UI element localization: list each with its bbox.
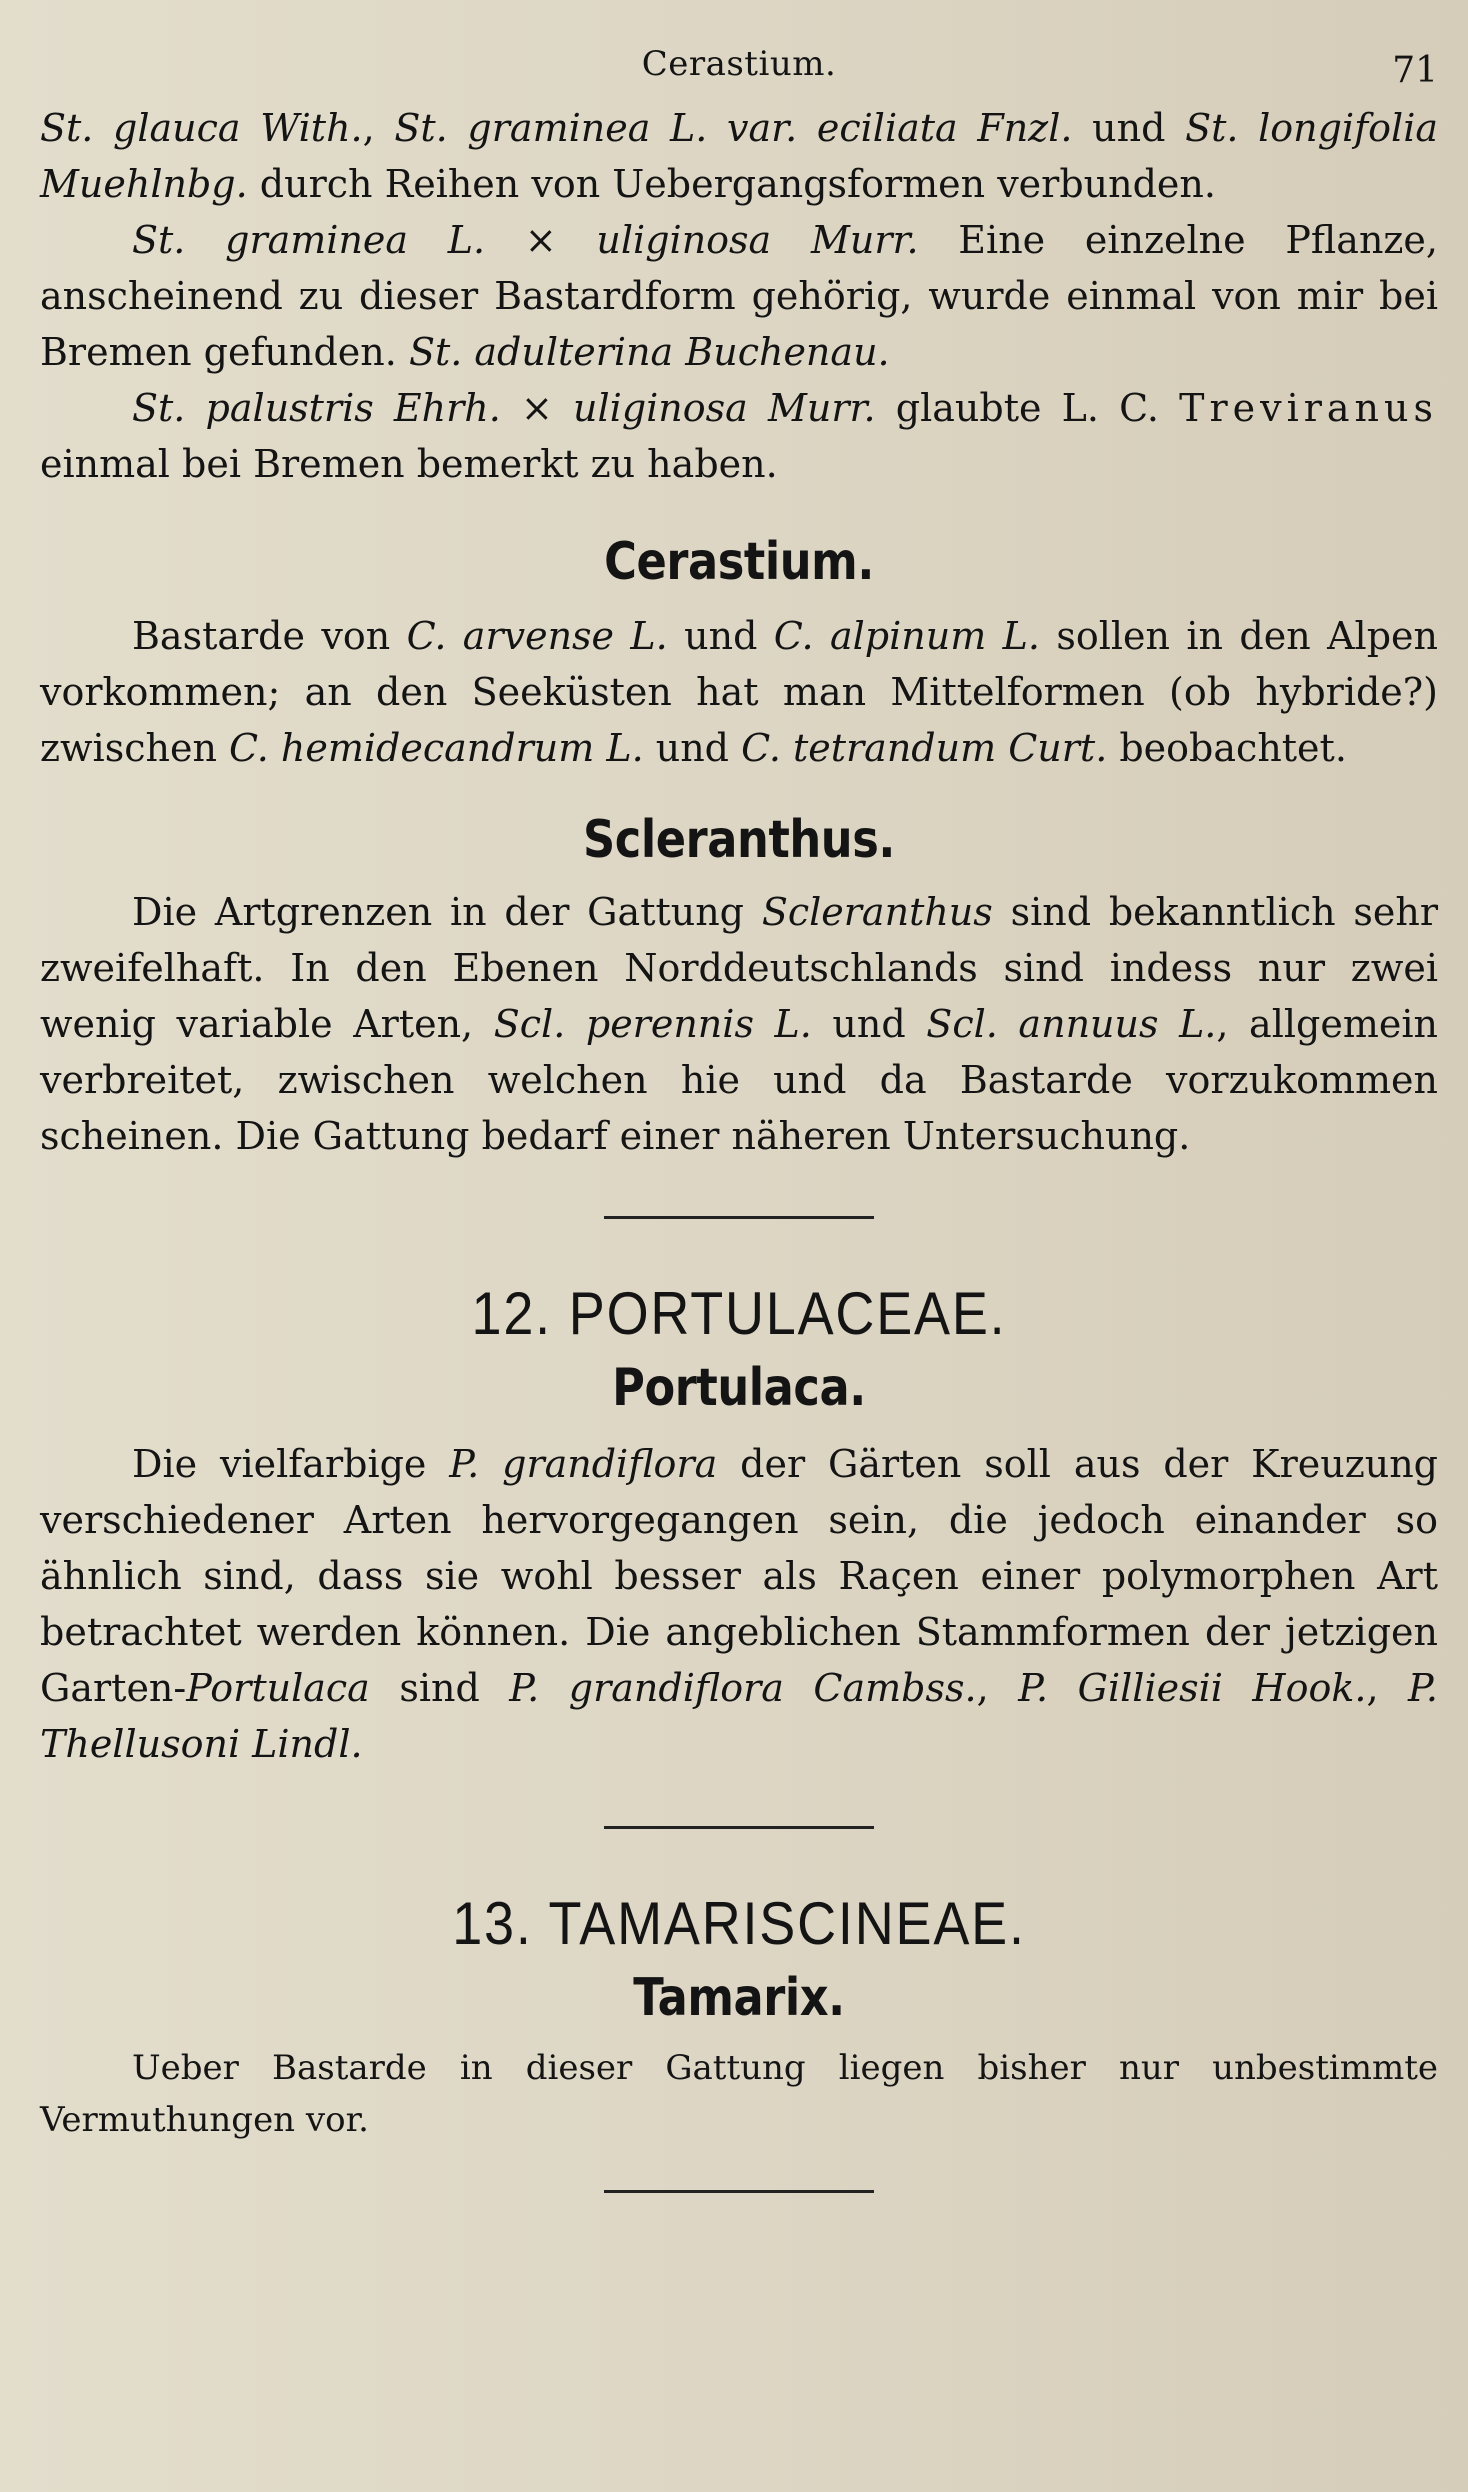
stellaria-paragraph-2	[40, 212, 1438, 380]
species-name: Scl. perennis L.	[493, 1002, 812, 1046]
text-run: Eine einzelne Pflanze, anscheinend zu dieser Bastardform gehörig, wurde einmal von mir bei Bremen gefunden.	[40, 218, 1438, 374]
author-name: Treviranus	[1179, 386, 1438, 430]
species-name: C. tetrandum Curt.	[741, 726, 1108, 770]
running-title: Cerastium.	[641, 44, 837, 84]
species-name: St. graminea L. var. eciliata Fnzl.	[394, 106, 1073, 150]
text-run: Die vielfarbige	[132, 1442, 450, 1486]
tamarix-paragraph: Ueber Bastarde in dieser Gattung liegen bisher nur unbestimmte Vermuthungen vor.	[40, 2048, 1438, 2140]
text-run: ,	[362, 106, 395, 150]
text-run: sind bekanntlich sehr zweifelhaft. In den Ebenen Norddeutschlands sind indess nur zwei wenig variable Arten,	[40, 890, 1439, 1046]
stellaria-paragraph-3	[40, 380, 1438, 492]
stellaria-paragraph-1	[40, 100, 1438, 212]
text-run: Die Artgrenzen in der Gattung	[132, 890, 762, 934]
section-divider	[604, 1826, 874, 1829]
species-name: P. grandiflora Cambss.	[509, 1666, 977, 1710]
text-run: Bastarde von	[132, 614, 407, 658]
genus-name: Portulaca	[186, 1666, 370, 1710]
cerastium-paragraph	[40, 608, 1438, 776]
text-run: ,	[1366, 1666, 1409, 1710]
portulaceae-heading: 12. PORTULACEAE.	[471, 1280, 1007, 1347]
text-run: und	[1072, 106, 1186, 150]
text-run: einmal bei Bremen bemerkt zu haben.	[40, 442, 778, 486]
section-divider	[604, 2190, 874, 2193]
species-name: St. glauca With.	[40, 106, 363, 150]
text-run: sollen in den Alpen vorkommen; an den Seeküsten hat man Mittelformen (ob hybride?) zwischen	[40, 614, 1438, 770]
text-run: ,	[976, 1666, 1019, 1710]
text-run: und	[643, 726, 742, 770]
genus-name: Scleranthus	[761, 890, 993, 934]
species-name: St. longifolia Muehlnbg.	[40, 106, 1438, 206]
species-name: St. adulterina Buchenau.	[408, 330, 890, 374]
tamarix-heading: Tamarix.	[633, 1968, 845, 2028]
species-name: C. hemidecandrum L.	[229, 726, 644, 770]
portulaca-heading: Portulaca.	[612, 1358, 866, 1418]
species-name: P. grandiflora	[449, 1442, 718, 1486]
page-number: 71	[1392, 50, 1438, 91]
section-divider	[604, 1216, 874, 1219]
species-name: P. Gilliesii Hook.	[1018, 1666, 1367, 1710]
scleranthus-heading: Scleranthus.	[583, 810, 895, 870]
text-run: glaubte L. C.	[875, 386, 1180, 430]
species-name: C. arvense L.	[406, 614, 668, 658]
text-run: , allgemein verbreitet, zwischen welchen hie und da Bastarde vorzukommen scheinen. Die Gattung bedarf einer näheren Untersuchung.	[40, 1002, 1438, 1158]
species-name: Scl. annuus L.	[926, 1002, 1217, 1046]
hybrid-name: St. palustris Ehrh. × uliginosa Murr.	[132, 386, 876, 430]
text-run: beobachtet.	[1107, 726, 1347, 770]
portulaca-paragraph	[40, 1436, 1438, 1772]
text-run: und	[811, 1002, 927, 1046]
running-head	[40, 40, 1438, 100]
text-run: der Gärten soll aus der Kreuzung verschiedener Arten hervorgegangen sein, die jedoch einander so ähnlich sind, dass sie wohl besser als Raçen einer polymorphen Art betrachtet werden können. Die angeblichen Stammformen der jetzigen Garten-	[40, 1442, 1438, 1710]
text-run: durch Reihen von Uebergangsformen verbunden.	[247, 162, 1216, 206]
tamariscineae-heading: 13. TAMARISCINEAE.	[452, 1890, 1026, 1957]
text-run: sind	[369, 1666, 510, 1710]
scleranthus-paragraph	[40, 884, 1438, 1164]
cerastium-heading: Cerastium.	[604, 532, 874, 592]
hybrid-name: St. graminea L. × uliginosa Murr.	[132, 218, 919, 262]
species-name: P. Thellusoni Lindl.	[40, 1666, 1438, 1766]
species-name: C. alpinum L.	[773, 614, 1040, 658]
text-run: und	[667, 614, 774, 658]
